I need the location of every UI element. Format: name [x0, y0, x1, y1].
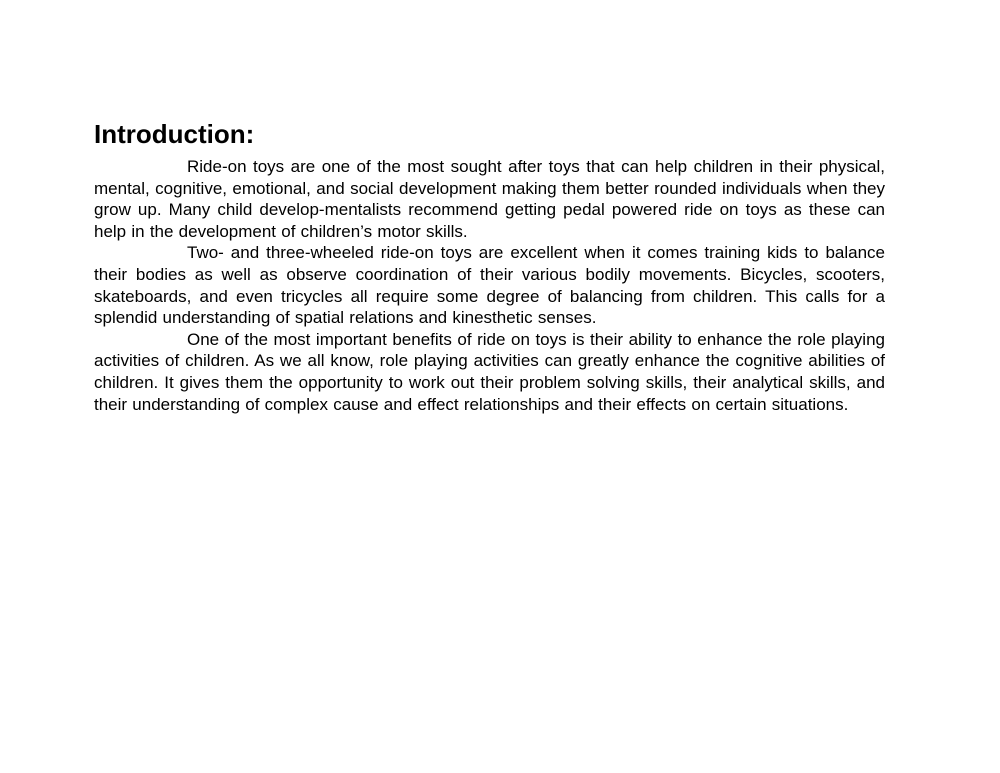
paragraph-ride-on-toys-development: Ride-on toys are one of the most sought after toys that can help children in their physical, mental, cognitive, emotional, and social development making them better rounded individuals when they grow up. Many child develop-mentalists recommend getting pedal powered ride on toys as these can help in the development of children’s motor skills.	[94, 157, 885, 241]
section-heading: Introduction:	[94, 119, 255, 149]
paragraph-role-playing-benefits: One of the most important benefits of ride on toys is their ability to enhance the role playing activities of children. As we all know, role playing activities can greatly enhance the cognitive abilities of children. It gives them the opportunity to work out their problem solving skills, their analytical skills, and their understanding of complex cause and effect relationships and their effects on certain situations.	[94, 329, 885, 414]
paragraph-balance-training: Two- and three-wheeled ride-on toys are excellent when it comes training kids to balance their bodies as well as observe coordination of their various bodily movements. Bicycles, scooters, skateboards, and even tricycles all require some degree of balancing from children. This calls for a splendid understanding of spatial relations and kinesthetic senses.	[94, 243, 885, 328]
